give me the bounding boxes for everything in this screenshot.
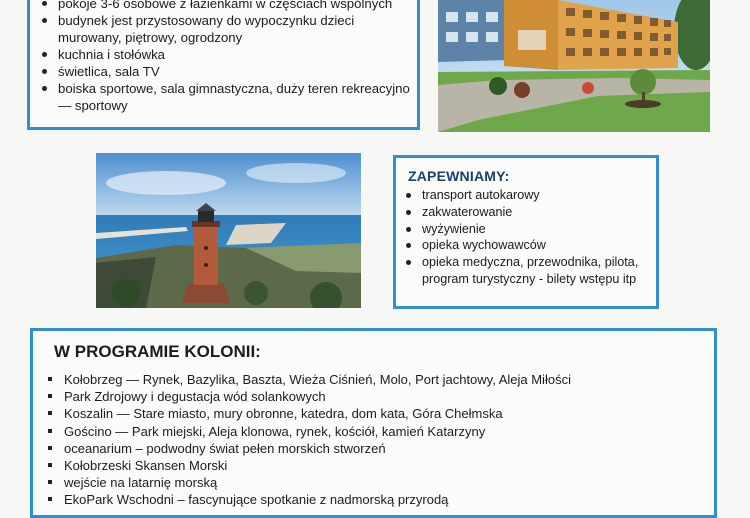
list-item: oceanarium – podwodny świat pełen morskich stworzeń [44, 440, 704, 457]
lighthouse-photo [96, 153, 361, 308]
list-item: budynek jest przystosowany do wypoczynku dzieci murowany, piętrowy, ogrodzony [38, 12, 418, 46]
list-item: transport autokarowy [402, 187, 652, 204]
features-box [27, 0, 420, 130]
list-item: EkoPark Wschodni – fascynujące spotkanie z nadmorską przyrodą [44, 491, 704, 508]
list-item: Koszalin — Stare miasto, mury obronne, katedra, dom kata, Góra Chełmska [44, 405, 704, 422]
list-item: boiska sportowe, sala gimnastyczna, duży teren rekreacyjno — sportowy [38, 80, 418, 114]
list-item: opieka medyczna, przewodnika, pilota, program turystyczny - bilety wstępu itp [402, 254, 652, 288]
program-heading: W PROGRAMIE KOLONII: [54, 342, 261, 361]
list-item: Kołobrzeski Skansen Morski [44, 457, 704, 474]
list-item: opieka wychowawców [402, 237, 652, 254]
features-list [38, 0, 418, 114]
list-item: świetlica, sala TV [38, 63, 418, 80]
program-box [30, 328, 717, 518]
building-photo [438, 0, 710, 132]
provide-heading: ZAPEWNIAMY: [408, 168, 510, 184]
provide-list [402, 187, 652, 288]
program-list [44, 371, 704, 509]
list-item: pokoje 3-6 osobowe z łazienkami w częściach wspólnych [38, 0, 418, 12]
list-item: wyżywienie [402, 221, 652, 238]
list-item: Gościno — Park miejski, Aleja klonowa, rynek, kościół, kamień Katarzyny [44, 423, 704, 440]
list-item: zakwaterowanie [402, 204, 652, 221]
list-item: kuchnia i stołówka [38, 46, 418, 63]
list-item: Park Zdrojowy i degustacja wód solankowych [44, 388, 704, 405]
list-item: Kołobrzeg — Rynek, Bazylika, Baszta, Wieża Ciśnień, Molo, Port jachtowy, Aleja Miłości [44, 371, 704, 388]
provide-box [393, 155, 659, 309]
list-item: wejście na latarnię morską [44, 474, 704, 491]
